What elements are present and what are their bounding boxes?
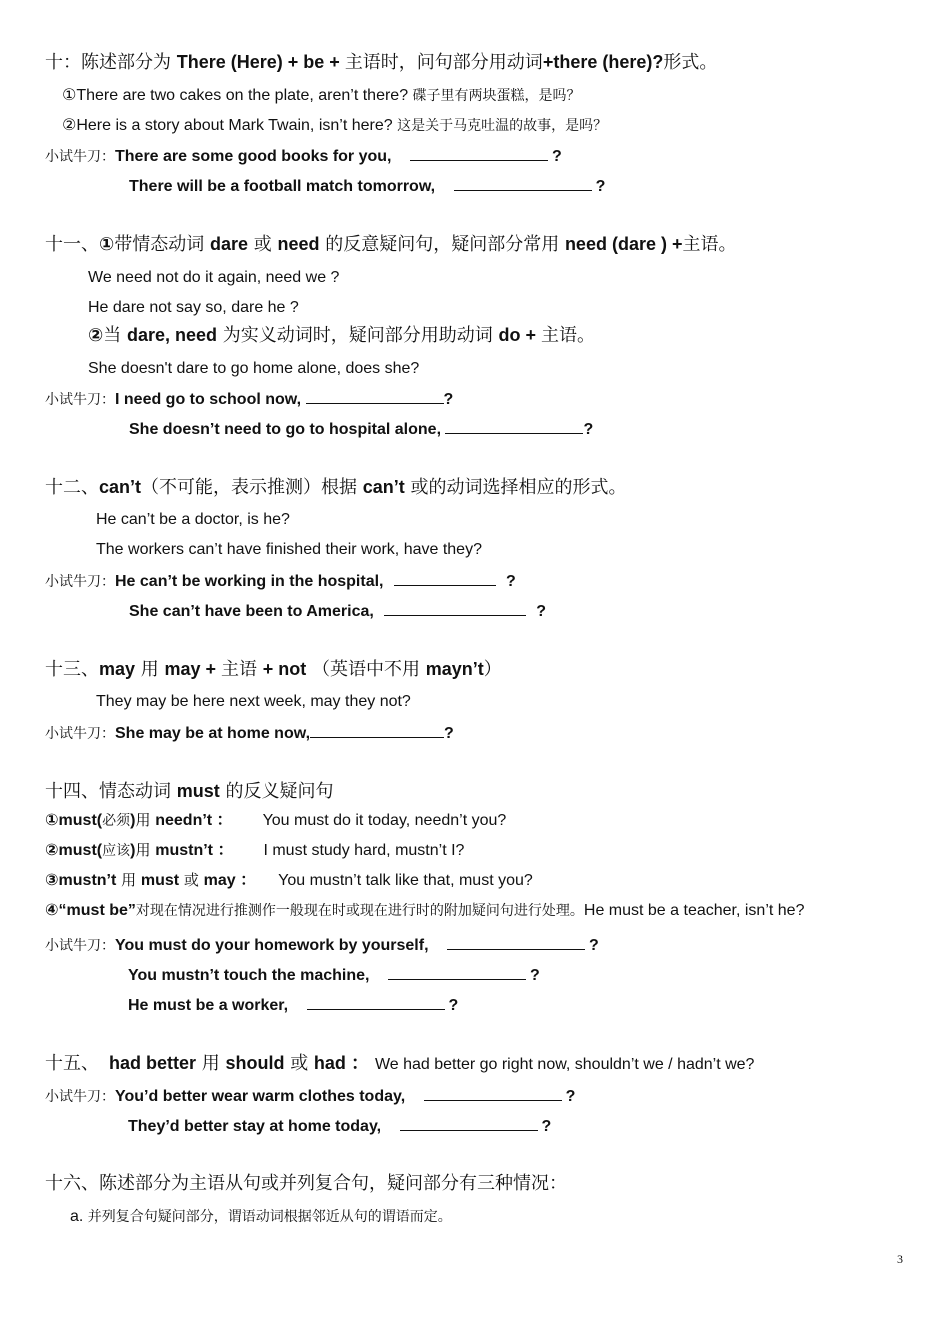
s12-practice-2 [129, 601, 546, 622]
s14-rule-2 [45, 840, 464, 861]
s12-practice-2-text: She can’t have been to America, [129, 603, 374, 620]
question-mark: ? [541, 1118, 552, 1135]
s14-rule-3-cn: 用 [116, 871, 141, 889]
s13-term-4: mayn’t [425, 659, 484, 679]
s11-example-3: She doesn't dare to go home alone, does she? [88, 360, 420, 377]
s11-number: 十一、 [45, 234, 99, 255]
question-mark: ? [505, 573, 516, 590]
s12-term: can’t [99, 477, 142, 497]
question-mark: ? [529, 967, 540, 984]
s12-number: 十二、 [45, 477, 99, 498]
s15-practice-2-text: They’d better stay at home today, [128, 1118, 382, 1135]
s13-text: 用 [135, 659, 165, 680]
s14-rule-3 [45, 870, 533, 891]
s11-example-2: He dare not say so, dare he ? [88, 299, 299, 316]
s14-rule-2-term-2: mustn’t [155, 842, 213, 859]
s14-rule-4 [45, 901, 804, 921]
s15-practice-2 [128, 1116, 551, 1137]
question-mark: ? [595, 178, 606, 195]
s11-term-3: need (dare ) + [564, 234, 683, 254]
question-mark: ? [444, 725, 454, 742]
circle-one: ① [99, 234, 115, 254]
s11-sub-text: 当 [103, 325, 127, 346]
s14-rule-1-example: You must do it today, needn’t you? [262, 812, 507, 829]
s14-rule-1-paren: ) [130, 812, 136, 829]
s11-practice-1-text: I need go to school now, [115, 391, 306, 408]
s11-practice-2-text: She doesn’t need to go to hospital alone, [129, 421, 446, 438]
s15-term-2: should [225, 1053, 285, 1073]
s13-practice-1 [45, 723, 454, 744]
s11-text: 带情态动词 [114, 234, 210, 255]
s13-term: may [99, 659, 136, 679]
s10-example-1 [62, 86, 581, 106]
answer-blank[interactable] [388, 965, 526, 980]
answer-blank[interactable] [410, 146, 548, 161]
s10-text: 主语时，问句部分用动词 [344, 52, 543, 73]
s14-rule-3-example: You mustn’t talk like that, must you? [278, 872, 533, 889]
s10-practice-1 [45, 146, 562, 167]
s12-heading [45, 475, 627, 500]
s12-example-1: He can’t be a doctor, is he? [96, 511, 290, 528]
s11-text-2: 或 [248, 234, 278, 255]
s12-term-2: can’t [362, 477, 405, 497]
s14-practice-1 [45, 935, 599, 956]
answer-blank[interactable] [400, 1116, 538, 1131]
s16-item-a-label: a. [70, 1208, 88, 1225]
s15-example: We had better go right now, shouldn’t we / hadn’t we? [374, 1056, 755, 1073]
s11-sub-term-2: do + [498, 325, 541, 345]
s11-text-3: 的反意疑问句，疑问部分常用 [319, 234, 565, 255]
s11-sub-term: dare, need [126, 325, 218, 345]
s14-practice-3 [128, 995, 458, 1016]
s14-practice-3-text: He must be a worker, [128, 997, 289, 1014]
s15-colon: ： [345, 1053, 369, 1073]
s14-rule-3-term-2: must [140, 872, 180, 889]
question-mark: ? [588, 937, 599, 954]
s11-subheading [88, 323, 595, 348]
s14-rule-1-cn: 必须 [102, 813, 131, 829]
s10-example-1-cn: 碟子里有两块蛋糕，是吗？ [412, 88, 581, 104]
circle-two: ② [88, 325, 104, 345]
s10-example-2 [62, 116, 607, 136]
s14-rule-2-term: ②must( [45, 842, 103, 859]
s16-item-a-text: 并列复合句疑问部分，谓语动词根据邻近从句的谓语而定。 [87, 1209, 452, 1225]
s14-practice-1-text: You must do your homework by yourself, [115, 937, 429, 954]
answer-blank[interactable] [384, 601, 526, 616]
practice-label: 小试牛刀： [45, 938, 115, 954]
s14-rule-1-term: ①must( [45, 812, 103, 829]
s16-item-a [70, 1207, 452, 1227]
practice-label: 小试牛刀： [45, 726, 115, 742]
s12-example-2: The workers can’t have finished their work, have they? [96, 541, 482, 558]
s11-text-4: 主语。 [682, 234, 737, 255]
s13-example-1: They may be here next week, may they not? [96, 693, 411, 710]
page-number: 3 [897, 1252, 903, 1266]
s14-number: 十四、情态动词 [45, 781, 177, 802]
s14-rule-1-cn-2: 用 [135, 811, 156, 829]
practice-label: 小试牛刀： [45, 392, 115, 408]
s14-text: 的反义疑问句 [219, 781, 334, 802]
answer-blank[interactable] [307, 995, 445, 1010]
answer-blank[interactable] [447, 935, 585, 950]
s14-rule-2-colon: ： [213, 842, 234, 859]
answer-blank[interactable] [310, 723, 444, 738]
s11-heading [45, 232, 736, 257]
s13-practice-1-text: She may be at home now, [115, 725, 311, 742]
s14-rule-3-cn-2: 或 [179, 871, 204, 889]
s14-rule-4-example: He must be a teacher, isn’t he? [583, 902, 805, 919]
s12-practice-1-text: He can’t be working in the hospital, [115, 573, 384, 590]
s15-practice-1-text: You’d better wear warm clothes today, [115, 1088, 406, 1105]
s11-practice-2 [129, 419, 593, 440]
s15-heading [45, 1051, 754, 1077]
s10-practice-2 [129, 176, 605, 197]
s15-number: 十五、 [45, 1053, 99, 1074]
s14-rule-1 [45, 810, 506, 831]
s10-number: 十：陈述部分为 [45, 52, 177, 73]
s14-rule-4-cn: 对现在情况进行推测作一般现在时或现在进行时的附加疑问句进行处理。 [135, 903, 584, 919]
s10-example-2-en: ②Here is a story about Mark Twain, isn’t here? [62, 117, 393, 134]
answer-blank[interactable] [445, 419, 583, 434]
s15-text: 用 [196, 1053, 226, 1074]
s14-term: must [176, 781, 220, 801]
s10-term-2: +there (here)? [542, 52, 664, 72]
s14-rule-2-example: I must study hard, mustn’t I? [263, 842, 465, 859]
question-mark: ? [565, 1088, 576, 1105]
s10-practice-2-text: There will be a football match tomorrow, [129, 178, 436, 195]
s13-text-2: 主语 [221, 659, 263, 680]
s11-sub-text-2: 为实义动词时，疑问部分用助动词 [217, 325, 499, 346]
s14-practice-2 [128, 965, 540, 986]
s15-term: had better [109, 1053, 197, 1073]
s10-example-2-cn: 这是关于马克吐温的故事，是吗？ [397, 118, 608, 134]
s12-text-2: 或的动词选择相应的形式。 [404, 477, 627, 498]
s15-term-3: had [313, 1053, 346, 1073]
question-mark: ? [443, 391, 454, 408]
s10-text-2: 形式。 [663, 52, 718, 73]
s14-rule-2-cn: 应该 [102, 843, 131, 859]
s14-rule-4-term: ④“must be” [45, 902, 136, 919]
s11-example-1: We need not do it again, need we ? [88, 269, 340, 286]
answer-blank[interactable] [454, 176, 592, 191]
practice-label: 小试牛刀： [45, 574, 115, 590]
s13-term-3: + not [262, 659, 307, 679]
s14-heading [45, 779, 333, 804]
s14-rule-1-colon: ： [212, 812, 233, 829]
s10-heading [45, 50, 717, 75]
s11-term: dare [209, 234, 249, 254]
s10-example-1-en: ①There are two cakes on the plate, aren’t there? [62, 87, 409, 104]
question-mark: ? [583, 421, 594, 438]
s14-rule-3-term: ③mustn’t [45, 872, 117, 889]
question-mark: ? [551, 148, 562, 165]
s15-practice-1 [45, 1086, 575, 1107]
s14-rule-3-colon: ： [235, 872, 257, 889]
answer-blank[interactable] [424, 1086, 562, 1101]
practice-label: 小试牛刀： [45, 149, 115, 165]
s15-text-2: 或 [284, 1053, 314, 1074]
s14-rule-1-term-2: needn’t [155, 812, 213, 829]
s10-term: There (Here) + be + [176, 52, 345, 72]
s11-sub-text-3: 主语。 [541, 325, 595, 346]
s10-practice-1-text: There are some good books for you, [115, 148, 392, 165]
question-mark: ? [536, 603, 547, 620]
s13-heading [45, 657, 502, 682]
answer-blank[interactable] [306, 389, 444, 404]
s11-term-2: need [277, 234, 320, 254]
s13-number: 十三、 [45, 659, 99, 680]
s13-text-3: （英语中不用 [306, 659, 426, 680]
s14-rule-2-cn-2: 用 [135, 841, 156, 859]
s12-text: （不可能，表示推测）根据 [141, 477, 363, 498]
s12-practice-1 [45, 571, 516, 592]
s13-term-2: may + [164, 659, 222, 679]
answer-blank[interactable] [394, 571, 496, 586]
s16-heading: 十六、陈述部分为主语从句或并列复合句，疑问部分有三种情况： [45, 1173, 567, 1194]
s14-rule-3-term-3: may [203, 872, 236, 889]
s13-text-4: ） [483, 659, 502, 680]
s11-practice-1 [45, 389, 453, 410]
s14-practice-2-text: You mustn’t touch the machine, [128, 967, 370, 984]
practice-label: 小试牛刀： [45, 1089, 115, 1105]
question-mark: ? [448, 997, 459, 1014]
s14-rule-2-paren: ) [130, 842, 136, 859]
